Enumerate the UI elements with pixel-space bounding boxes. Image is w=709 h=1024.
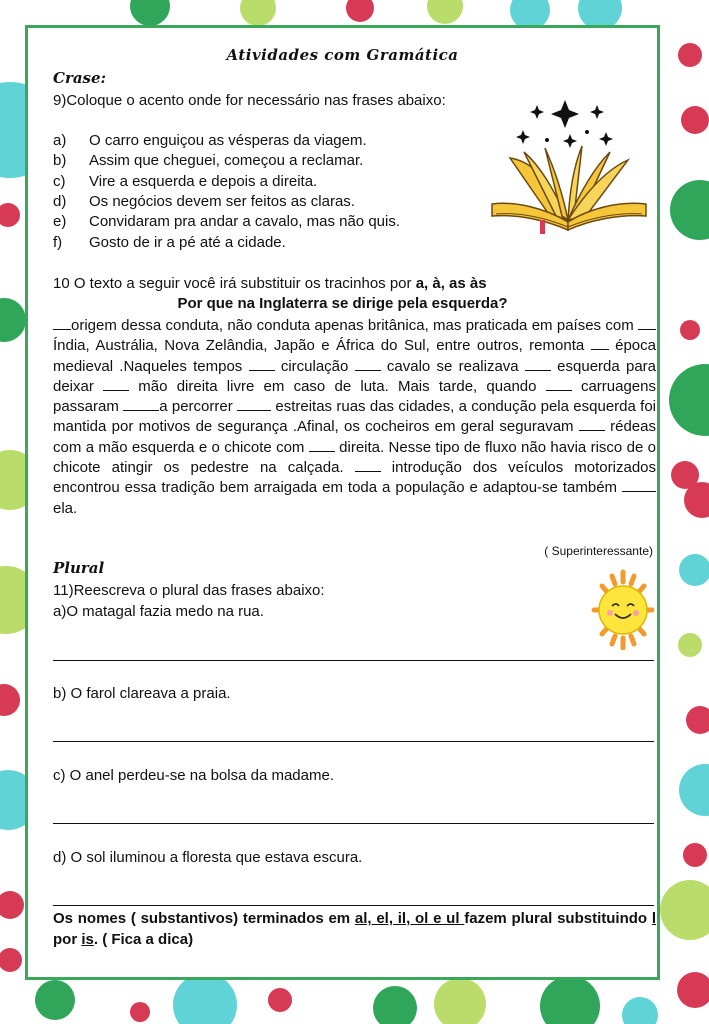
q10-prompt: 10 O texto a seguir você irá substituir os tracinhos por a, à, as às — [53, 275, 487, 292]
q11-item-d: d) O sol iluminou a floresta que estava escura. — [53, 849, 363, 866]
q9-item-b: b) Assim que cheguei, começou a reclamar. — [53, 152, 364, 169]
sparkle-icon — [599, 132, 613, 146]
answer-line[interactable] — [53, 905, 654, 906]
q9-item-c: c) Vire a esquerda e depois a direita. — [53, 173, 318, 190]
fill-blank[interactable] — [355, 357, 381, 371]
open-book-illustration — [490, 96, 648, 236]
smiling-sun-icon — [590, 568, 656, 650]
plural-tip: Os nomes ( substantivos) terminados em al, el, il, ol e ul fazem plural substituindo l por is. ( Fica a dica) — [53, 910, 656, 948]
fill-blank[interactable] — [638, 316, 656, 330]
q9-item-f: f) Gosto de ir a pé até a cidade. — [53, 234, 286, 251]
fill-blank[interactable] — [103, 377, 129, 391]
sparkle-icon — [590, 105, 604, 119]
answer-line[interactable] — [53, 741, 654, 742]
sparkle-icon — [551, 100, 579, 128]
q9-item-a: a) O carro enguiçou as vésperas da viagem. — [53, 132, 367, 149]
sparkle-icon — [563, 134, 577, 148]
fill-blank[interactable] — [237, 397, 271, 411]
fill-blank[interactable] — [249, 357, 275, 371]
plural-heading: Plural — [53, 559, 105, 577]
q11-item-a: a)O matagal fazia medo na rua. — [53, 603, 264, 620]
worksheet-sheet — [25, 25, 660, 980]
fill-blank[interactable] — [355, 458, 381, 472]
fill-blank[interactable] — [53, 316, 71, 330]
fill-blank[interactable] — [591, 336, 609, 350]
q9-prompt: 9)Coloque o acento onde for necessário nas frases abaixo: — [53, 92, 446, 109]
worksheet-title: Atividades com Gramática — [226, 46, 459, 64]
sparkle-icon — [530, 105, 544, 119]
fill-blank[interactable] — [309, 438, 335, 452]
fill-blank[interactable] — [525, 357, 551, 371]
q11-item-b: b) O farol clareava a praia. — [53, 685, 231, 702]
q11-prompt: 11)Reescreva o plural das frases abaixo: — [53, 582, 325, 599]
q11-item-c: c) O anel perdeu-se na bolsa da madame. — [53, 767, 334, 784]
fill-blank[interactable] — [546, 377, 572, 391]
text-source: ( Superinteressante) — [544, 544, 653, 558]
answer-line[interactable] — [53, 823, 654, 824]
q9-item-d: d) Os negócios devem ser feitos as claras. — [53, 193, 355, 210]
answer-line[interactable] — [53, 660, 654, 661]
q10-fill-in-text: origem dessa conduta, não conduta apenas britânica, mas praticada em países com Índia, Austrália, Nova Zelândia, Japão e África do Sul, entre outros, remonta época medieval .Naqueles tempos circulação cavalo se realizava esquerda para deixar mão direita livre em caso de luta. Mais tarde, quando carruagens passaram a percorrer estreitas ruas das cidades, a condução pela esquerda foi mantida por motivos de segurança .Afinal, os cocheiros em geral seguravam rédeas com a mão esquerda e o chicote com direita. Nesse tipo de fluxo não havia risco de o chicote atingir os pedestre na calçada. introdução dos veículos motorizados encontrou essa tradição bem arraigada em toda a população e adaptou-se também ela. — [53, 317, 657, 517]
fill-blank[interactable] — [123, 397, 159, 411]
fill-blank[interactable] — [579, 417, 605, 431]
fill-blank[interactable] — [622, 478, 656, 492]
q9-item-e: e) Convidaram pra andar a cavalo, mas não quis. — [53, 213, 401, 230]
crase-heading: Crase: — [53, 69, 107, 87]
sparkle-icon — [516, 130, 530, 144]
q10-text-heading: Por que na Inglaterra se dirige pela esquerda? — [177, 295, 508, 312]
